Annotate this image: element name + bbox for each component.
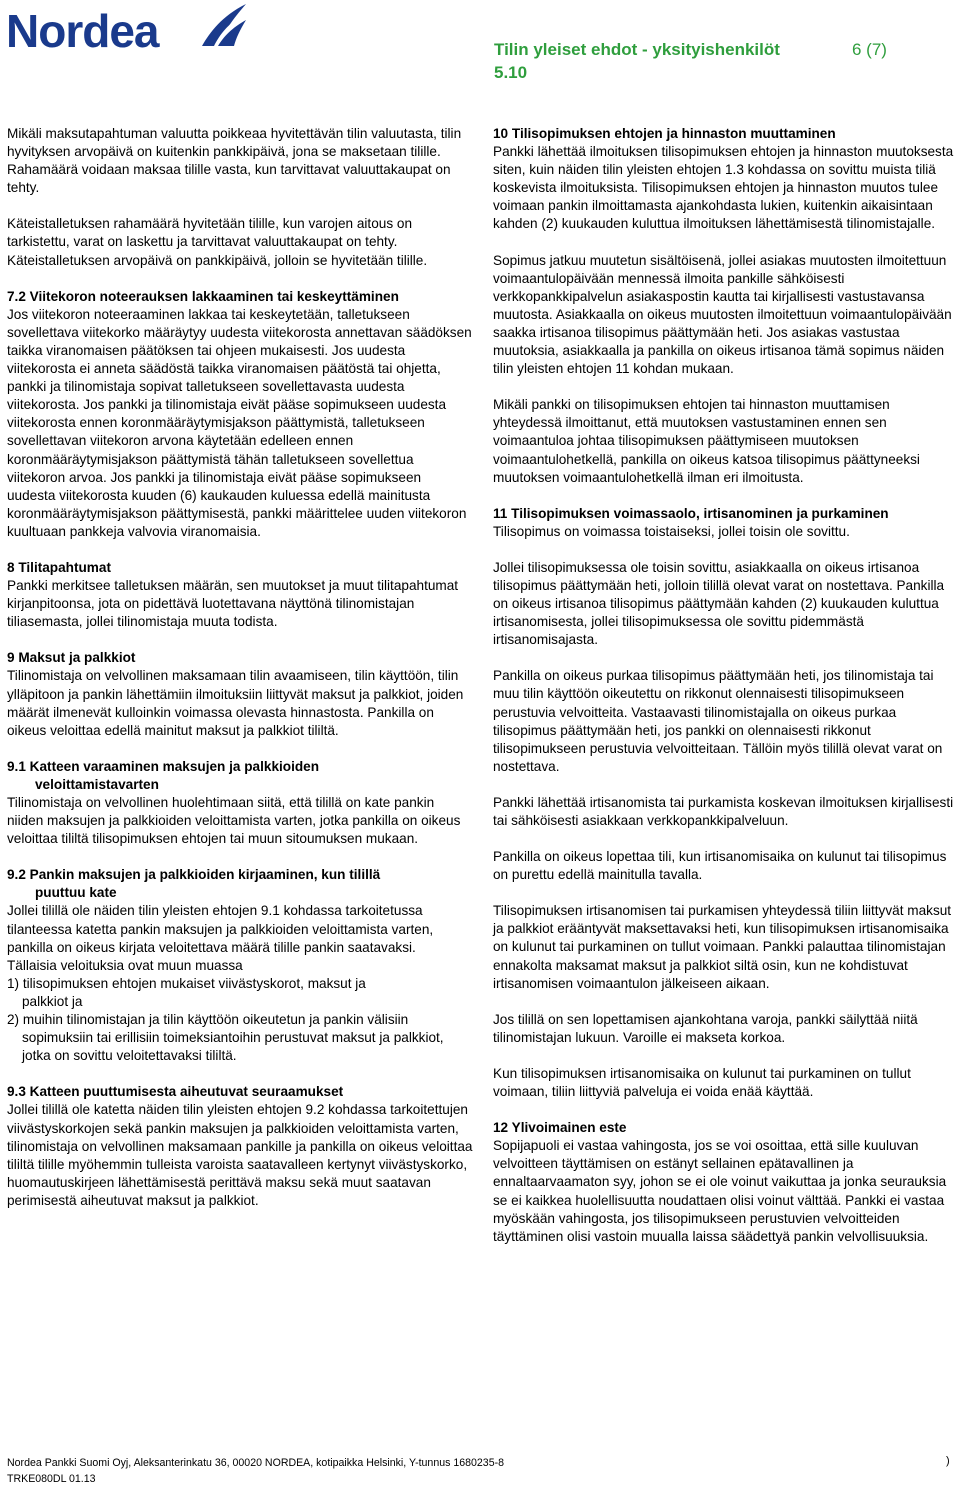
section-heading: 10 Tilisopimuksen ehtojen ja hinnaston muuttaminen bbox=[493, 126, 836, 141]
section-heading: 9.1 Katteen varaaminen maksujen ja palkkioiden bbox=[7, 758, 320, 774]
list-item-2: 2) muihin tilinomistajan ja tilin käyttöön oikeutetun ja pankin välisiin bbox=[7, 1012, 409, 1028]
section-body: Sopijapuoli ei vastaa vahingosta, jos se voi osoittaa, että sille kuuluvan velvoitteen täyttämisen on estänyt sellainen epätavallinen ja ennaltaarvaamaton syy, johon se ei ole voinut vaikuttaa ja jonka seurauksia se ei kaikkea huolellisuutta noudattaen olisi voinut välttää. Pankki ei vastaa myöskään vahingosta, jos tilisopimukseen perustuvien velvoitteiden täyttäminen olisi vastoin muualla laissa säädettyä pankin velvollisuuksia. bbox=[493, 1138, 947, 1244]
section-body: Tilinomistaja on velvollinen huolehtimaan siitä, että tilillä on kate pankin niiden maksujen ja palkkioiden veloittamista varten, jotka pankilla on oikeus veloittaa tililtä tilisopimuksen ehtojen tai muun sitoumuksen mukaan. bbox=[7, 795, 461, 847]
footer-code-line: TRKE080DL 01.13 bbox=[7, 1473, 96, 1485]
list-intro: Tällaisia veloituksia ovat muun muassa bbox=[7, 957, 243, 973]
list-item-1: 1) tilisopimuksen ehtojen mukaiset viivästyskorot, maksut ja bbox=[7, 975, 366, 991]
section-heading-continued: puuttuu kate bbox=[35, 885, 117, 901]
footer-company-line: Nordea Pankki Suomi Oyj, Aleksanterinkatu 36, 00020 NORDEA, kotipaikka Helsinki, Y-tunnus 1680235-8 bbox=[7, 1457, 505, 1469]
paragraph: Sopimus jatkuu muutetun sisältöisenä, jollei asiakas muutosten ilmoitettuun voimaantulopäivään mennessä ilmoita pankille sähköisesti verkkopankkipalvelun asiakaspostin kautta tai kirjallisesti vastustavansa muutosta. Asiakkaalla on oikeus muutosten ilmoitettuun voimaantulopäivään saakka irtisanoa tilisopimus päättymään heti. Jos asiakas vastustaa muutoksia, asiakkaalla ja pankilla on oikeus irtisanoa tämä sopimus näiden tilin yleisten ehtojen 11 kohdan mukaan. bbox=[493, 252, 952, 377]
paragraph: Kun tilisopimuksen irtisanomisaika on kulunut tai purkaminen on tullut voimaan, tiliin liittyviä palveluja ei voida enää käyttää. bbox=[493, 1065, 911, 1100]
section-body: Jollei tilillä ole katetta näiden tilin yleisten ehtojen 9.2 kohdassa tarkoitettujen viivästyskorkojen sekä pankin maksujen ja palkkioiden veloittamista varten, tilinomistaja on velvollinen maksamaan pankille ja pankilla on oikeus veloittaa tililtä tilille myöhemmin tulleista varoista saatavalleen kertynyt viivästyskorko, huomautuskirjeen lähettämisestä perittävä maksu sekä muut saatavan perimisestä aiheutuvat maksut ja palkkiot. bbox=[7, 1102, 473, 1208]
section-7-2 bbox=[7, 288, 473, 541]
nordea-sail-icon bbox=[196, 2, 248, 48]
paragraph-cash-deposit: Käteistalletuksen rahamäärä hyvitetään tilille, kun varojen aitous on tarkistettu, varat on laskettu ja tarvittavat valuuttakaupat on tehty. Käteistalletuksen arvopäivä on pankkipäivä, jolloin se hyvitetään tilille. bbox=[7, 216, 428, 268]
section-body: Pankki lähettää ilmoituksen tilisopimuksen ehtojen ja hinnaston muutoksesta siten, kuin näiden tilin yleisten ehtojen 1.3 kohdassa on sovittu muista tiliä koskevista ilmoituksista. Tilisopimuksen ehtojen ja hinnaston muutos tulee voimaan pankin ilmoittamasta ajankohdasta lukien, kuitenkin aikaisintaan kahden (2) kuukauden kuluttua ilmoituksen lähettämisestä tilinomistajalle. bbox=[493, 144, 954, 232]
paragraph: Tilisopimuksen irtisanomisen tai purkamisen yhteydessä tiliin liittyvät maksut ja palkkiot erääntyvät maksettavaksi heti, kun tilisopimuksen irtisanomisaika on kulunut tai purkaminen on tullut voimaan. Pankki palauttaa tilinomistajan ennakolta maksamat maksut ja palkkiot siltä osin, kun ne kohdistuvat irtisanomisen voimaantulon jälkeiseen aikaan. bbox=[493, 903, 952, 991]
page-footer bbox=[7, 1455, 947, 1487]
section-body: Pankki merkitsee talletuksen määrän, sen muutokset ja muut tilitapahtumat kirjanpitoonsa, jota on pidettävä luotettavana näyttönä tilinomistajan tiliasemasta, jollei tilinomistaja muuta todista. bbox=[7, 578, 459, 630]
section-10 bbox=[493, 125, 955, 234]
paragraph: Pankilla on oikeus lopettaa tili, kun irtisanomisaika on kulunut tai tilisopimus on purettu edellä mainitulla tavalla. bbox=[493, 849, 947, 883]
document-version: 5.10 bbox=[494, 63, 528, 82]
section-12 bbox=[493, 1119, 955, 1246]
section-heading: 7.2 Viitekoron noteerauksen lakkaaminen tai keskeyttäminen bbox=[7, 288, 399, 304]
section-9-2 bbox=[7, 866, 473, 1065]
section-9 bbox=[7, 649, 473, 739]
section-body: Jollei tilillä ole näiden tilin yleisten ehtojen 9.1 kohdassa tarkoitetussa tilanteessa katetta pankin maksujen ja palkkioiden veloittamista varten, pankilla on oikeus kirjata veloitettava määrä tilille pankin saatavaksi. bbox=[7, 903, 434, 955]
section-heading: 9 Maksut ja palkkiot bbox=[7, 650, 136, 666]
paragraph: Pankilla on oikeus purkaa tilisopimus päättymään heti, jos tilinomistaja tai muu tilin käyttöön oikeutettu on rikkonut olennaisesti tilisopimukseen perustuvia velvoitteita. Vastaavasti tilinomistajalla on oikeus purkaa tilisopimus päättymään heti, jos pankki on olennaisesti rikkonut tilisopimukseen perustuvia velvoitteitaan. Tällöin myös tilillä olevat varat on nostettava. bbox=[493, 668, 943, 774]
left-column bbox=[7, 125, 473, 1228]
page-number: 6 (7) bbox=[852, 40, 887, 59]
section-9-3 bbox=[7, 1083, 473, 1210]
section-body: Jos viitekoron noteeraaminen lakkaa tai keskeytetään, talletukseen sovellettava viitekorko määräytyy uudesta viitekorosta annettavan säädöksen taikka viranomaisen päätöksen tai ohjeen mukaisesti. Jos uudesta viitekorosta ei anneta säädöstä taikka viranomaisen päätöstä tai ohjetta, pankki ja tilinomistaja sopivat talletukseen sovellettavasta uudesta viitekorosta. Jos pankki ja tilinomistaja eivät pääse sopimukseen uudesta viitekorosta ennen koronmääräytymisjakson päättymistä, talletukseen sovellettavan viitekoron arvona käytetään edelleen ennen koronmääräytymisjakson päättymistä tähän talletukseen sovellettua viitekoron arvoa. Jos pankki ja tilinomistaja eivät pääse sopimukseen uudesta viitekorosta kuuden (6) kaukauden kuluessa edellä mainitusta koronmääräytymisjakson päättymisestä, pankki määrittelee uuden viitekoron kuultuaan pankkeja valvovia viranomaisia. bbox=[7, 306, 472, 539]
section-heading: 12 Ylivoimainen este bbox=[493, 1120, 627, 1136]
section-heading: 9.2 Pankin maksujen ja palkkioiden kirjaaminen, kun tilillä bbox=[7, 867, 381, 883]
document-title bbox=[494, 38, 780, 84]
paragraph: Jollei tilisopimuksessa ole toisin sovittu, asiakkaalla on oikeus irtisanoa tilisopimus päättymään heti, jolloin tilillä olevat varat on nostettava. Pankilla on oikeus irtisanoa tilisopimus päättymään kahden (2) kuukauden kuluttua irtisanomisesta, jollei tilisopimuksessa ole sovittu pidemmästä irtisanomisajasta. bbox=[493, 559, 945, 648]
section-body: Tilinomistaja on velvollinen maksamaan tilin avaamiseen, tilin käyttöön, tilin ylläpitoon ja pankin lähettämiin ilmoituksiin liittyvät maksut ja palkkiot, joiden määrät ilmenevät kulloinkin voimassa olevasta hinnastosta. Pankilla on oikeus veloittaa edellä mainitut maksut ja palkkiot tililtä. bbox=[7, 668, 464, 738]
section-body: Tilisopimus on voimassa toistaiseksi, jollei toisin ole sovittu. bbox=[493, 523, 850, 539]
section-heading-continued: veloittamistavarten bbox=[35, 776, 159, 792]
section-heading: 8 Tilitapahtumat bbox=[7, 559, 111, 575]
paragraph: Jos tilillä on sen lopettamisen ajankohtana varoja, pankki säilyttää niitä tilinomistajan lukuun. Varoille ei makseta korkoa. bbox=[493, 1011, 918, 1045]
footer-mark: ) bbox=[946, 1455, 950, 1467]
right-column bbox=[493, 125, 955, 1264]
paragraph: Pankki lähettää irtisanomista tai purkamista koskevan ilmoituksen kirjallisesti tai sähköisesti asiakkaan verkkopankkipalveluun. bbox=[493, 794, 954, 828]
paragraph-currency: Mikäli maksutapahtuman valuutta poikkeaa hyvitettävän tilin valuutasta, tilin hyvityksen arvopäivä on kuitenkin pankkipäivä, jona se maksetaan tilille. Rahamäärä voidaan maksaa tilille vasta, kun tarvittavat valuuttakaupat on tehty. bbox=[7, 126, 462, 196]
section-heading: 9.3 Katteen puuttumisesta aiheutuvat seuraamukset bbox=[7, 1084, 344, 1100]
document-title-line1: Tilin yleiset ehdot - yksityishenkilöt bbox=[494, 40, 780, 59]
list-item-2-cont: sopimuksiin tai erillisiin toimeksiantoihin perustuvat maksut ja palkkiot, jotka on sovittu veloitettavaksi tililtä. bbox=[22, 1030, 444, 1064]
logo-wordmark: Nordea bbox=[6, 5, 159, 57]
nordea-logo bbox=[6, 2, 246, 58]
section-8 bbox=[7, 559, 473, 631]
section-9-1 bbox=[7, 758, 473, 848]
section-11 bbox=[493, 505, 955, 541]
section-heading: 11 Tilisopimuksen voimassaolo, irtisanominen ja purkaminen bbox=[493, 505, 889, 521]
paragraph: Mikäli pankki on tilisopimuksen ehtojen tai hinnaston muuttamisen yhteydessä ilmoittanut, että muutoksen vastustaminen ennen sen voimaantuloa johtaa tilisopimuksen päättymiseen muutoksen voimaantulohetkellä, pankilla on oikeus katsoa tilisopimus päättyneeksi muutoksen voimaantulohetkellä ilman eri ilmoitusta. bbox=[493, 397, 920, 485]
list-item-1-cont: palkkiot ja bbox=[22, 993, 83, 1009]
